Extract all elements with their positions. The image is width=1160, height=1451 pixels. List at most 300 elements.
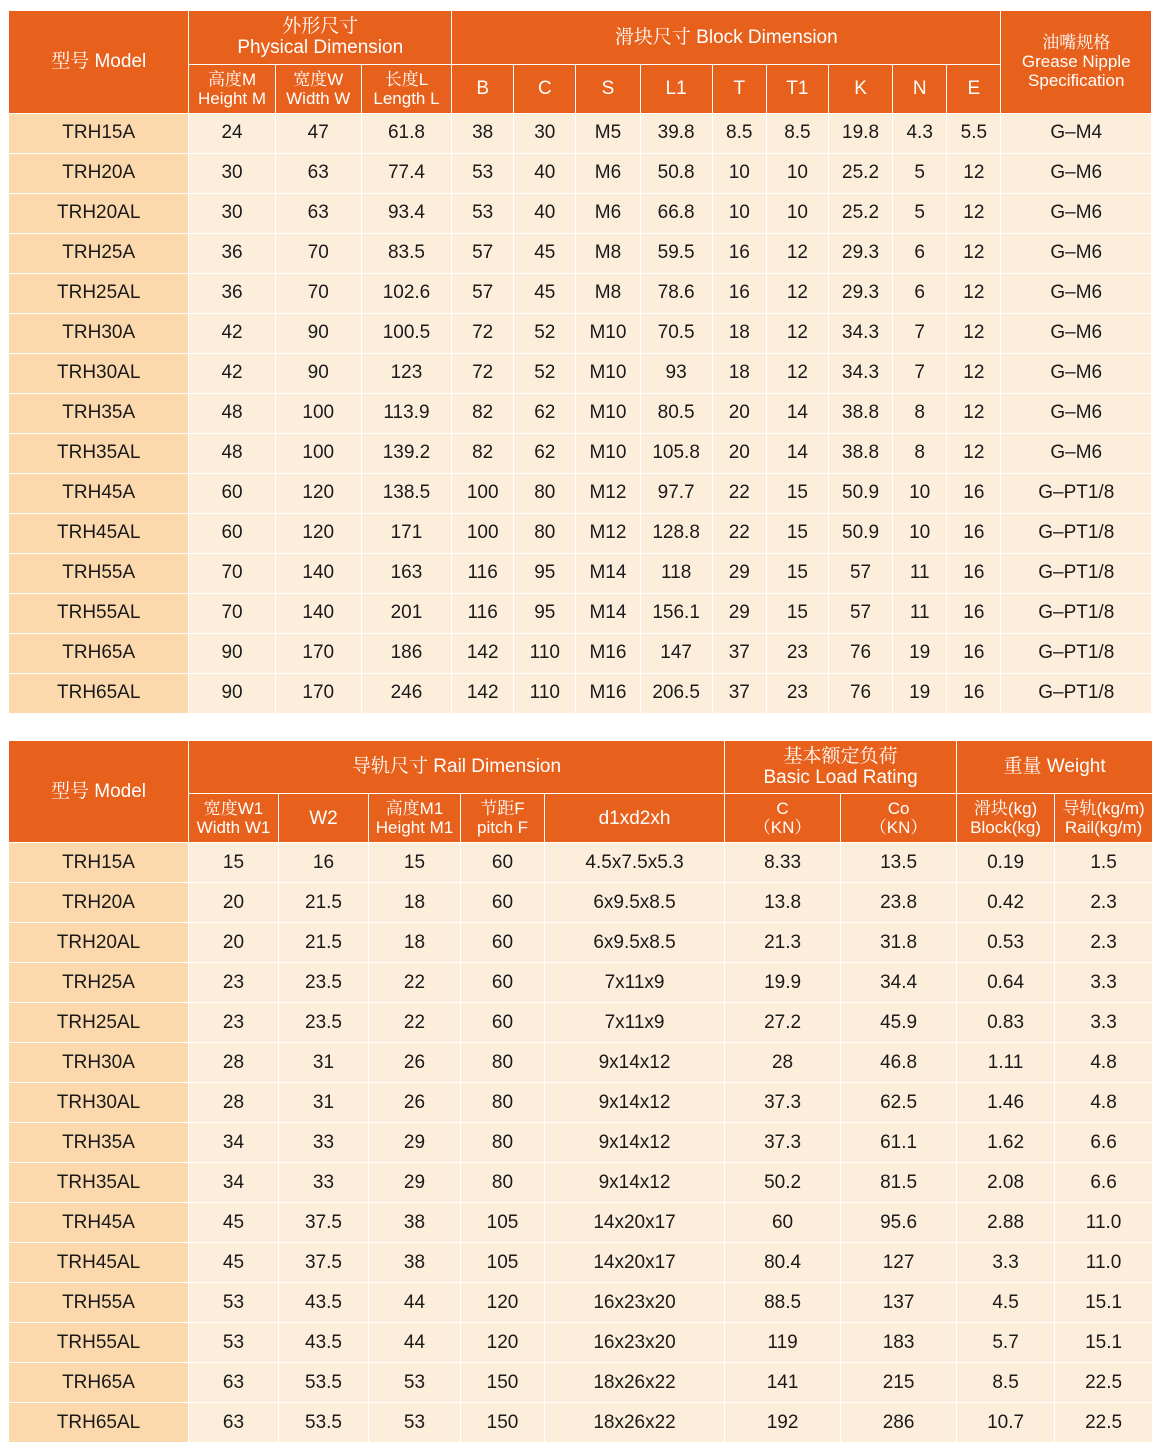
cell-f: 60 (461, 843, 545, 883)
cell-nipple: G–PT1/8 (1001, 513, 1152, 553)
cell-co: 46.8 (841, 1043, 957, 1083)
cell-f: 105 (461, 1243, 545, 1283)
cell-m: 30 (189, 193, 275, 233)
cell-rail: 1.5 (1055, 843, 1153, 883)
cell-b: 72 (452, 313, 514, 353)
cell-nipple: G–M4 (1001, 113, 1152, 153)
cell-l: 246 (361, 673, 451, 713)
cell-rail: 4.8 (1055, 1083, 1153, 1123)
cell-l1: 78.6 (640, 273, 712, 313)
cell-l: 201 (361, 593, 451, 633)
cell-n: 8 (893, 433, 947, 473)
cell-model: TRH30AL (9, 353, 189, 393)
header-load-c-en: （KN） (753, 818, 812, 838)
cell-model: TRH55A (9, 553, 189, 593)
cell-co: 81.5 (841, 1163, 957, 1203)
cell-l1: 50.8 (640, 153, 712, 193)
cell-t: 22 (712, 473, 766, 513)
cell-c: 40 (514, 193, 576, 233)
cell-b: 142 (452, 673, 514, 713)
cell-l1: 59.5 (640, 233, 712, 273)
header-length-l-cn: 长度L (384, 69, 429, 89)
header-width-w-cn: 宽度W (293, 69, 344, 89)
table-row (9, 923, 1153, 963)
cell-d: 16x23x20 (545, 1323, 725, 1363)
cell-t: 29 (712, 593, 766, 633)
header-rail-weight (1055, 794, 1153, 843)
cell-f: 60 (461, 923, 545, 963)
header-grease-nipple (1001, 11, 1152, 114)
cell-w2: 21.5 (279, 923, 369, 963)
cell-co: 286 (841, 1403, 957, 1443)
cell-w: 70 (275, 273, 361, 313)
cell-w1: 53 (189, 1283, 279, 1323)
header-load-co-cn: Co (887, 799, 910, 819)
cell-model: TRH25AL (9, 1003, 189, 1043)
cell-model: TRH30A (9, 1043, 189, 1083)
cell-w2: 33 (279, 1163, 369, 1203)
cell-l: 171 (361, 513, 451, 553)
cell-m: 70 (189, 553, 275, 593)
cell-l1: 128.8 (640, 513, 712, 553)
table-row (9, 113, 1152, 153)
cell-k: 29.3 (828, 273, 892, 313)
cell-m: 30 (189, 153, 275, 193)
cell-c: 80 (514, 513, 576, 553)
cell-co: 127 (841, 1243, 957, 1283)
cell-b: 100 (452, 513, 514, 553)
table-row (9, 473, 1152, 513)
cell-nipple: G–M6 (1001, 353, 1152, 393)
cell-w: 170 (275, 633, 361, 673)
cell-w1: 28 (189, 1083, 279, 1123)
cell-l: 61.8 (361, 113, 451, 153)
cell-rail: 2.3 (1055, 923, 1153, 963)
cell-w: 47 (275, 113, 361, 153)
cell-t1: 12 (766, 353, 828, 393)
cell-model: TRH25A (9, 233, 189, 273)
cell-w: 100 (275, 433, 361, 473)
cell-t: 29 (712, 553, 766, 593)
cell-k: 34.3 (828, 353, 892, 393)
cell-f: 150 (461, 1403, 545, 1443)
table-row (9, 593, 1152, 633)
cell-w2: 37.5 (279, 1243, 369, 1283)
cell-block: 0.19 (957, 843, 1055, 883)
cell-w2: 16 (279, 843, 369, 883)
cell-w: 90 (275, 313, 361, 353)
cell-m1: 26 (369, 1083, 461, 1123)
cell-model: TRH35A (9, 393, 189, 433)
header-rail-weight-cn: 导轨(kg/m) (1062, 799, 1145, 819)
cell-co: 31.8 (841, 923, 957, 963)
header-height-m1-cn: 高度M1 (385, 799, 444, 819)
cell-w1: 34 (189, 1163, 279, 1203)
cell-k: 29.3 (828, 233, 892, 273)
cell-co: 215 (841, 1363, 957, 1403)
cell-n: 10 (893, 473, 947, 513)
cell-w2: 23.5 (279, 963, 369, 1003)
cell-b: 57 (452, 273, 514, 313)
cell-e: 12 (947, 233, 1001, 273)
cell-w1: 28 (189, 1043, 279, 1083)
cell-k: 38.8 (828, 393, 892, 433)
cell-block: 5.7 (957, 1323, 1055, 1363)
cell-s: M16 (576, 673, 640, 713)
cell-n: 4.3 (893, 113, 947, 153)
cell-l1: 118 (640, 553, 712, 593)
cell-k: 50.9 (828, 473, 892, 513)
cell-rail: 6.6 (1055, 1123, 1153, 1163)
cell-c: 88.5 (725, 1283, 841, 1323)
header-c: C (514, 64, 576, 113)
cell-d: 6x9.5x8.5 (545, 923, 725, 963)
cell-model: TRH65A (9, 633, 189, 673)
cell-nipple: G–PT1/8 (1001, 633, 1152, 673)
cell-k: 19.8 (828, 113, 892, 153)
cell-f: 120 (461, 1283, 545, 1323)
cell-m: 90 (189, 633, 275, 673)
cell-t1: 14 (766, 433, 828, 473)
table-row (9, 633, 1152, 673)
cell-n: 5 (893, 153, 947, 193)
cell-l1: 105.8 (640, 433, 712, 473)
cell-block: 1.11 (957, 1043, 1055, 1083)
table-row (9, 353, 1152, 393)
cell-w: 63 (275, 153, 361, 193)
header-load-co-en: （KN） (869, 818, 928, 838)
cell-nipple: G–M6 (1001, 433, 1152, 473)
cell-nipple: G–PT1/8 (1001, 473, 1152, 513)
header-n: N (893, 64, 947, 113)
header-width-w1-en: Width W1 (196, 818, 271, 838)
header-load-co (841, 794, 957, 843)
cell-t: 10 (712, 193, 766, 233)
table-row (9, 1363, 1153, 1403)
cell-c: 19.9 (725, 963, 841, 1003)
cell-d: 18x26x22 (545, 1363, 725, 1403)
header-pitch-f-cn: 节距F (480, 799, 525, 819)
cell-t: 37 (712, 633, 766, 673)
cell-n: 10 (893, 513, 947, 553)
cell-co: 95.6 (841, 1203, 957, 1243)
cell-t: 16 (712, 233, 766, 273)
cell-b: 82 (452, 433, 514, 473)
header-width-w1 (189, 794, 279, 843)
header-model: 型号 Model (9, 11, 189, 114)
cell-c: 37.3 (725, 1083, 841, 1123)
cell-w: 63 (275, 193, 361, 233)
cell-model: TRH55A (9, 1283, 189, 1323)
table2-body (9, 843, 1153, 1443)
cell-nipple: G–M6 (1001, 233, 1152, 273)
cell-s: M16 (576, 633, 640, 673)
cell-block: 8.5 (957, 1363, 1055, 1403)
cell-d: 18x26x22 (545, 1403, 725, 1443)
cell-n: 7 (893, 353, 947, 393)
block-dimension-table (8, 10, 1152, 714)
table2-header (9, 740, 1153, 843)
cell-m1: 18 (369, 883, 461, 923)
cell-k: 34.3 (828, 313, 892, 353)
cell-w1: 45 (189, 1243, 279, 1283)
cell-s: M6 (576, 193, 640, 233)
header-physical-dimension-en: Physical Dimension (237, 37, 404, 59)
cell-w2: 53.5 (279, 1403, 369, 1443)
cell-block: 0.42 (957, 883, 1055, 923)
cell-t1: 14 (766, 393, 828, 433)
header-s: S (576, 64, 640, 113)
cell-l: 139.2 (361, 433, 451, 473)
cell-k: 76 (828, 673, 892, 713)
header-l1: L1 (640, 64, 712, 113)
cell-model: TRH30AL (9, 1083, 189, 1123)
header-height-m (189, 64, 275, 113)
cell-m: 36 (189, 273, 275, 313)
cell-f: 80 (461, 1123, 545, 1163)
cell-co: 62.5 (841, 1083, 957, 1123)
cell-t1: 23 (766, 633, 828, 673)
header-w2: W2 (279, 794, 369, 843)
header-grease-nipple-en1: Grease Nipple (1021, 52, 1131, 72)
cell-m1: 18 (369, 923, 461, 963)
cell-l: 123 (361, 353, 451, 393)
cell-rail: 3.3 (1055, 963, 1153, 1003)
cell-w: 120 (275, 473, 361, 513)
cell-c: 95 (514, 593, 576, 633)
cell-w1: 45 (189, 1203, 279, 1243)
cell-s: M12 (576, 513, 640, 553)
cell-model: TRH45AL (9, 1243, 189, 1283)
cell-c: 62 (514, 433, 576, 473)
cell-n: 8 (893, 393, 947, 433)
cell-d: 7x11x9 (545, 963, 725, 1003)
cell-l1: 206.5 (640, 673, 712, 713)
cell-w1: 63 (189, 1403, 279, 1443)
header-height-m-cn: 高度M (207, 69, 257, 89)
cell-f: 60 (461, 883, 545, 923)
cell-nipple: G–M6 (1001, 393, 1152, 433)
cell-m1: 22 (369, 963, 461, 1003)
cell-rail: 3.3 (1055, 1003, 1153, 1043)
cell-l: 113.9 (361, 393, 451, 433)
cell-e: 5.5 (947, 113, 1001, 153)
cell-s: M8 (576, 233, 640, 273)
cell-c: 27.2 (725, 1003, 841, 1043)
cell-c: 13.8 (725, 883, 841, 923)
cell-block: 0.53 (957, 923, 1055, 963)
table-row (9, 1243, 1153, 1283)
cell-w1: 53 (189, 1323, 279, 1363)
cell-b: 116 (452, 593, 514, 633)
cell-m: 42 (189, 353, 275, 393)
cell-l1: 147 (640, 633, 712, 673)
cell-l: 83.5 (361, 233, 451, 273)
cell-m1: 53 (369, 1363, 461, 1403)
cell-model: TRH20A (9, 153, 189, 193)
table1-header (9, 11, 1152, 114)
cell-e: 12 (947, 393, 1001, 433)
cell-m: 42 (189, 313, 275, 353)
cell-b: 82 (452, 393, 514, 433)
table-row (9, 673, 1152, 713)
cell-w1: 23 (189, 1003, 279, 1043)
cell-nipple: G–M6 (1001, 153, 1152, 193)
cell-f: 120 (461, 1323, 545, 1363)
cell-c: 192 (725, 1403, 841, 1443)
cell-d: 7x11x9 (545, 1003, 725, 1043)
cell-co: 183 (841, 1323, 957, 1363)
cell-block: 4.5 (957, 1283, 1055, 1323)
cell-m1: 26 (369, 1043, 461, 1083)
cell-rail: 2.3 (1055, 883, 1153, 923)
cell-co: 13.5 (841, 843, 957, 883)
cell-l: 77.4 (361, 153, 451, 193)
cell-w: 70 (275, 233, 361, 273)
cell-e: 16 (947, 673, 1001, 713)
cell-e: 16 (947, 633, 1001, 673)
cell-d: 9x14x12 (545, 1083, 725, 1123)
cell-rail: 22.5 (1055, 1363, 1153, 1403)
cell-b: 53 (452, 153, 514, 193)
cell-m1: 29 (369, 1123, 461, 1163)
cell-m: 70 (189, 593, 275, 633)
cell-w2: 31 (279, 1083, 369, 1123)
cell-model: TRH25AL (9, 273, 189, 313)
cell-block: 2.88 (957, 1203, 1055, 1243)
cell-l: 93.4 (361, 193, 451, 233)
cell-w: 140 (275, 593, 361, 633)
header-physical-dimension (189, 11, 452, 65)
table-row (9, 1043, 1153, 1083)
cell-n: 6 (893, 273, 947, 313)
header-weight: 重量 Weight (957, 740, 1153, 794)
cell-e: 12 (947, 313, 1001, 353)
cell-d: 9x14x12 (545, 1123, 725, 1163)
header-width-w (275, 64, 361, 113)
cell-model: TRH30A (9, 313, 189, 353)
cell-s: M6 (576, 153, 640, 193)
header-load-c (725, 794, 841, 843)
cell-rail: 15.1 (1055, 1323, 1153, 1363)
cell-c: 45 (514, 273, 576, 313)
header-height-m-en: Height M (198, 88, 267, 108)
cell-s: M14 (576, 593, 640, 633)
cell-f: 80 (461, 1083, 545, 1123)
cell-model: TRH15A (9, 113, 189, 153)
cell-s: M8 (576, 273, 640, 313)
cell-t1: 10 (766, 193, 828, 233)
cell-l: 163 (361, 553, 451, 593)
cell-e: 12 (947, 433, 1001, 473)
header-height-m1-en: Height M1 (375, 818, 454, 838)
cell-m: 48 (189, 433, 275, 473)
cell-nipple: G–M6 (1001, 313, 1152, 353)
cell-w2: 31 (279, 1043, 369, 1083)
header-grease-nipple-en2: Specification (1028, 71, 1125, 91)
cell-block: 0.83 (957, 1003, 1055, 1043)
cell-n: 5 (893, 193, 947, 233)
cell-d: 9x14x12 (545, 1163, 725, 1203)
cell-model: TRH25A (9, 963, 189, 1003)
header-basic-load-rating-en: Basic Load Rating (763, 766, 918, 788)
cell-nipple: G–PT1/8 (1001, 673, 1152, 713)
cell-c: 40 (514, 153, 576, 193)
cell-d: 14x20x17 (545, 1243, 725, 1283)
table-row (9, 1283, 1153, 1323)
cell-k: 38.8 (828, 433, 892, 473)
cell-w1: 20 (189, 883, 279, 923)
cell-co: 137 (841, 1283, 957, 1323)
cell-t: 20 (712, 393, 766, 433)
cell-c: 141 (725, 1363, 841, 1403)
cell-co: 61.1 (841, 1123, 957, 1163)
table-row (9, 843, 1153, 883)
table-separator (8, 714, 1152, 740)
cell-c: 28 (725, 1043, 841, 1083)
table-row (9, 433, 1152, 473)
cell-co: 45.9 (841, 1003, 957, 1043)
table1-body (9, 113, 1152, 713)
cell-f: 60 (461, 1003, 545, 1043)
cell-model: TRH15A (9, 843, 189, 883)
cell-w2: 21.5 (279, 883, 369, 923)
cell-n: 11 (893, 593, 947, 633)
cell-nipple: G–PT1/8 (1001, 593, 1152, 633)
header-length-l-en: Length L (373, 88, 440, 108)
cell-model: TRH45A (9, 473, 189, 513)
cell-nipple: G–PT1/8 (1001, 553, 1152, 593)
cell-d: 16x23x20 (545, 1283, 725, 1323)
cell-f: 80 (461, 1043, 545, 1083)
cell-c: 50.2 (725, 1163, 841, 1203)
cell-s: M14 (576, 553, 640, 593)
header-length-l (361, 64, 451, 113)
cell-c: 30 (514, 113, 576, 153)
cell-b: 57 (452, 233, 514, 273)
cell-k: 57 (828, 553, 892, 593)
cell-c: 110 (514, 673, 576, 713)
cell-c: 21.3 (725, 923, 841, 963)
cell-k: 25.2 (828, 193, 892, 233)
table-row (9, 963, 1153, 1003)
cell-c: 8.33 (725, 843, 841, 883)
cell-w1: 34 (189, 1123, 279, 1163)
header-block-dimension: 滑块尺寸 Block Dimension (452, 11, 1001, 65)
table-row (9, 273, 1152, 313)
table-row (9, 883, 1153, 923)
cell-t: 8.5 (712, 113, 766, 153)
cell-rail: 11.0 (1055, 1203, 1153, 1243)
cell-t1: 15 (766, 473, 828, 513)
cell-d: 9x14x12 (545, 1043, 725, 1083)
cell-c: 45 (514, 233, 576, 273)
cell-w: 120 (275, 513, 361, 553)
cell-c: 80.4 (725, 1243, 841, 1283)
cell-t: 10 (712, 153, 766, 193)
cell-w: 170 (275, 673, 361, 713)
table-row (9, 1323, 1153, 1363)
cell-w1: 20 (189, 923, 279, 963)
rail-dimension-table (8, 740, 1153, 1444)
table-row (9, 1123, 1153, 1163)
cell-w2: 53.5 (279, 1363, 369, 1403)
cell-c: 37.3 (725, 1123, 841, 1163)
table-row (9, 393, 1152, 433)
table-row (9, 1203, 1153, 1243)
cell-c: 52 (514, 313, 576, 353)
cell-m: 60 (189, 513, 275, 553)
